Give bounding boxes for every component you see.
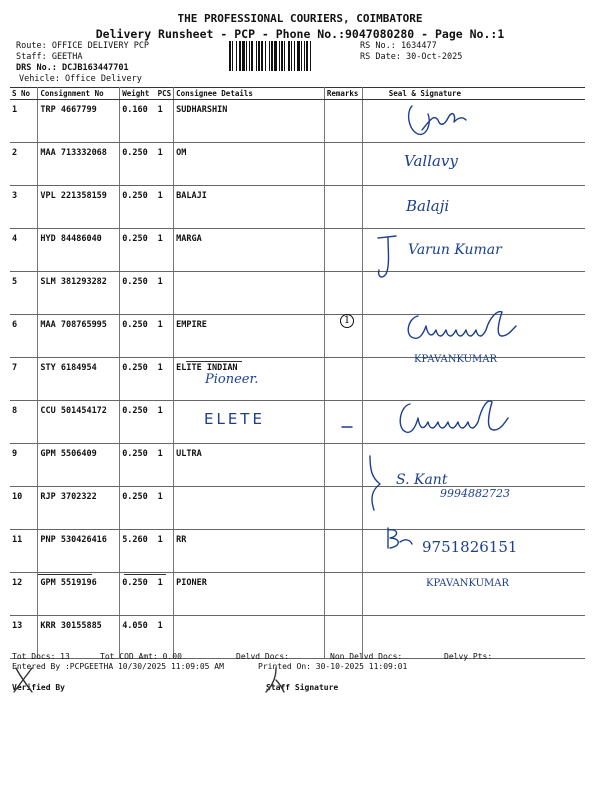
remarks-cell <box>324 530 362 573</box>
strikethrough-row-7 <box>186 361 242 362</box>
signature-cell <box>362 186 585 229</box>
col-consignment: Consignment No <box>38 88 120 100</box>
pcs-cell: 1 <box>156 272 174 315</box>
sno-cell: 10 <box>10 487 38 530</box>
barcode-bar <box>236 41 237 71</box>
consignee-cell: BALAJI <box>174 186 325 229</box>
consignee-cell <box>174 272 325 315</box>
consignment-cell: VPL 221358159 <box>38 186 120 229</box>
col-sno: S No <box>10 88 38 100</box>
barcode-bar <box>288 41 290 71</box>
verified-by-label: Verified By <box>12 683 65 692</box>
sno-cell: 11 <box>10 530 38 573</box>
weight-cell: 0.250 <box>120 229 156 272</box>
barcode-bar <box>265 41 266 71</box>
sno-cell: 7 <box>10 358 38 401</box>
remarks-cell <box>324 573 362 616</box>
route-label: Route: OFFICE DELIVERY PCP <box>16 41 150 51</box>
barcode-bar <box>258 41 260 71</box>
pcs-cell: 1 <box>156 358 174 401</box>
consignment-cell: HYD 84486040 <box>38 229 120 272</box>
delivery-points: Delvy Pts: <box>444 652 493 661</box>
barcode-bar <box>297 41 300 71</box>
signature-row-6 <box>402 306 522 346</box>
consignment-cell: GPM 5519196 <box>38 573 120 616</box>
pcs-cell: 1 <box>156 186 174 229</box>
signature-row-2: Vallavy <box>404 152 458 170</box>
pcs-cell: 1 <box>156 530 174 573</box>
weight-cell: 0.250 <box>120 315 156 358</box>
barcode-bar <box>269 41 270 71</box>
barcode-bar <box>301 41 302 71</box>
consignee-cell: OM <box>174 143 325 186</box>
consignee-cell: ULTRA <box>174 444 325 487</box>
col-signature: Seal & Signature <box>362 88 585 100</box>
consignee-cell <box>174 487 325 530</box>
weight-cell: 5.260 <box>120 530 156 573</box>
col-consignee: Consignee Details <box>174 88 325 100</box>
pcs-cell: 1 <box>156 315 174 358</box>
pcs-cell: 1 <box>156 229 174 272</box>
dash-mark-row-8 <box>340 424 356 430</box>
consignee-cell: ELITE INDIAN <box>174 358 325 401</box>
signature-row-4: Varun Kumar <box>408 242 502 258</box>
consignment-cell: MAA 708765995 <box>38 315 120 358</box>
sno-cell: 8 <box>10 401 38 444</box>
remarks-cell <box>324 401 362 444</box>
signature-cell <box>362 143 585 186</box>
consignment-cell: KRR 30155885 <box>38 616 120 659</box>
remarks-cell <box>324 487 362 530</box>
pcs-cell: 1 <box>156 487 174 530</box>
table-header-row <box>10 88 585 100</box>
consignee-cell: MARGA <box>174 229 325 272</box>
barcode-bar <box>246 41 247 71</box>
strikethrough-row-12-wt <box>124 574 166 575</box>
consignee-cell: RR <box>174 530 325 573</box>
signature-row-11-mark <box>382 524 418 554</box>
weight-cell: 0.250 <box>120 401 156 444</box>
remarks-cell <box>324 229 362 272</box>
weight-cell: 0.160 <box>120 100 156 143</box>
barcode-bar <box>232 41 233 71</box>
consignment-cell: STY 6184954 <box>38 358 120 401</box>
pcs-cell: 1 <box>156 401 174 444</box>
signature-row-7: KPAVANKUMAR <box>414 354 498 365</box>
sno-cell: 4 <box>10 229 38 272</box>
sno-cell: 2 <box>10 143 38 186</box>
handwritten-consignee-row-7: Pioneer. <box>205 372 259 387</box>
consignment-cell: CCU 501454172 <box>38 401 120 444</box>
table-row <box>10 143 585 186</box>
barcode-bar <box>310 41 311 71</box>
company-title: THE PROFESSIONAL COURIERS, COIMBATORE <box>177 12 423 25</box>
signature-row-10-name: S. Kant <box>396 472 448 488</box>
signature-row-11-phone: 9751826151 <box>422 538 518 556</box>
table-row <box>10 100 585 143</box>
barcode-bar <box>304 41 305 71</box>
weight-cell: 0.250 <box>120 444 156 487</box>
barcode-bar <box>239 41 241 71</box>
sno-cell: 5 <box>10 272 38 315</box>
col-remarks: Remarks <box>324 88 362 100</box>
signature-row-3: Balaji <box>406 197 450 215</box>
sno-cell: 12 <box>10 573 38 616</box>
signature-row-12: KPAVANKUMAR <box>426 578 510 589</box>
barcode-bar <box>249 41 250 71</box>
remarks-cell <box>324 444 362 487</box>
total-cod: Tot COD Amt: 0.00 <box>100 652 182 661</box>
handwritten-consignee-row-8: ELETE <box>204 410 265 428</box>
barcode-bar <box>242 41 245 71</box>
staff-initial-mark <box>262 666 288 696</box>
barcode-bar <box>229 41 231 71</box>
runsheet-subtitle: Delivery Runsheet - PCP - Phone No.:9047080280 - Page No.:1 <box>95 27 505 41</box>
remark-row-6: 1 <box>340 314 354 328</box>
barcode-bar <box>306 41 308 71</box>
non-delivered-docs: Non Delvd Docs: <box>330 652 403 661</box>
col-weight: Weight <box>120 88 156 100</box>
barcode-bar <box>256 41 257 71</box>
pcs-cell: 1 <box>156 616 174 659</box>
barcode <box>229 41 353 71</box>
sno-cell: 9 <box>10 444 38 487</box>
remarks-cell <box>324 143 362 186</box>
table-row <box>10 358 585 401</box>
remarks-cell <box>324 100 362 143</box>
consignee-cell: SUDHARSHIN <box>174 100 325 143</box>
weight-cell: 0.250 <box>120 573 156 616</box>
consignee-cell: PIONER <box>174 573 325 616</box>
consignment-cell: GPM 5506409 <box>38 444 120 487</box>
barcode-bar <box>261 41 263 71</box>
remarks-cell <box>324 358 362 401</box>
weight-cell: 0.250 <box>120 143 156 186</box>
pcs-cell: 1 <box>156 100 174 143</box>
table-row <box>10 186 585 229</box>
table-row <box>10 616 585 659</box>
sno-cell: 6 <box>10 315 38 358</box>
consignment-cell: RJP 3702322 <box>38 487 120 530</box>
consignment-cell: TRP 4667799 <box>38 100 120 143</box>
consignment-cell: PNP 530426416 <box>38 530 120 573</box>
consignee-cell: EMPIRE <box>174 315 325 358</box>
entered-by: Entered By :PCPGEETHA 10/30/2025 11:09:05 AM <box>12 662 224 671</box>
pcs-cell: 1 <box>156 444 174 487</box>
weight-cell: 4.050 <box>120 616 156 659</box>
sno-cell: 3 <box>10 186 38 229</box>
sno-cell: 13 <box>10 616 38 659</box>
strikethrough-row-12-cn <box>38 574 92 575</box>
signature-row-8 <box>396 396 516 440</box>
drs-number: DRS No.: DCJB163447701 <box>16 63 129 73</box>
consignment-cell: MAA 713332068 <box>38 143 120 186</box>
rs-date: RS Date: 30-Oct-2025 <box>360 52 463 62</box>
bracket-mark-rows-9-10 <box>366 452 390 516</box>
weight-cell: 0.250 <box>120 358 156 401</box>
verified-initial-mark <box>10 662 40 696</box>
barcode-bar <box>274 41 277 71</box>
vehicle-label: Vehicle: Office Delivery <box>19 74 142 84</box>
barcode-bar <box>294 41 295 71</box>
delivered-docs: Delvd Docs: <box>236 652 289 661</box>
consignment-cell: SLM 381293282 <box>38 272 120 315</box>
barcode-bar <box>284 41 285 71</box>
barcode-bar <box>281 41 283 71</box>
staff-signature-label: Staff Signature <box>266 683 339 692</box>
sno-cell: 1 <box>10 100 38 143</box>
weight-cell: 0.250 <box>120 487 156 530</box>
weight-cell: 0.250 <box>120 272 156 315</box>
pcs-cell: 1 <box>156 573 174 616</box>
total-docs: Tot Docs: 13 <box>12 652 70 661</box>
remarks-cell <box>324 272 362 315</box>
weight-cell: 0.250 <box>120 186 156 229</box>
barcode-bar <box>251 41 253 71</box>
col-pcs: PCS <box>156 88 174 100</box>
printed-on: Printed On: 30-10-2025 11:09:01 <box>258 662 408 671</box>
rs-number: RS No.: 1634477 <box>360 41 437 51</box>
barcode-bar <box>271 41 273 71</box>
table-row <box>10 444 585 487</box>
signature-row-1 <box>404 100 474 140</box>
pcs-cell: 1 <box>156 143 174 186</box>
runsheet-table <box>10 87 585 659</box>
signature-row-10-phone: 9994882723 <box>440 487 510 500</box>
barcode-bar <box>291 41 292 71</box>
staff-label: Staff: GEETHA <box>16 52 83 62</box>
remarks-cell <box>324 186 362 229</box>
signature-row-4-mark <box>374 234 404 284</box>
barcode-bar <box>279 41 280 71</box>
